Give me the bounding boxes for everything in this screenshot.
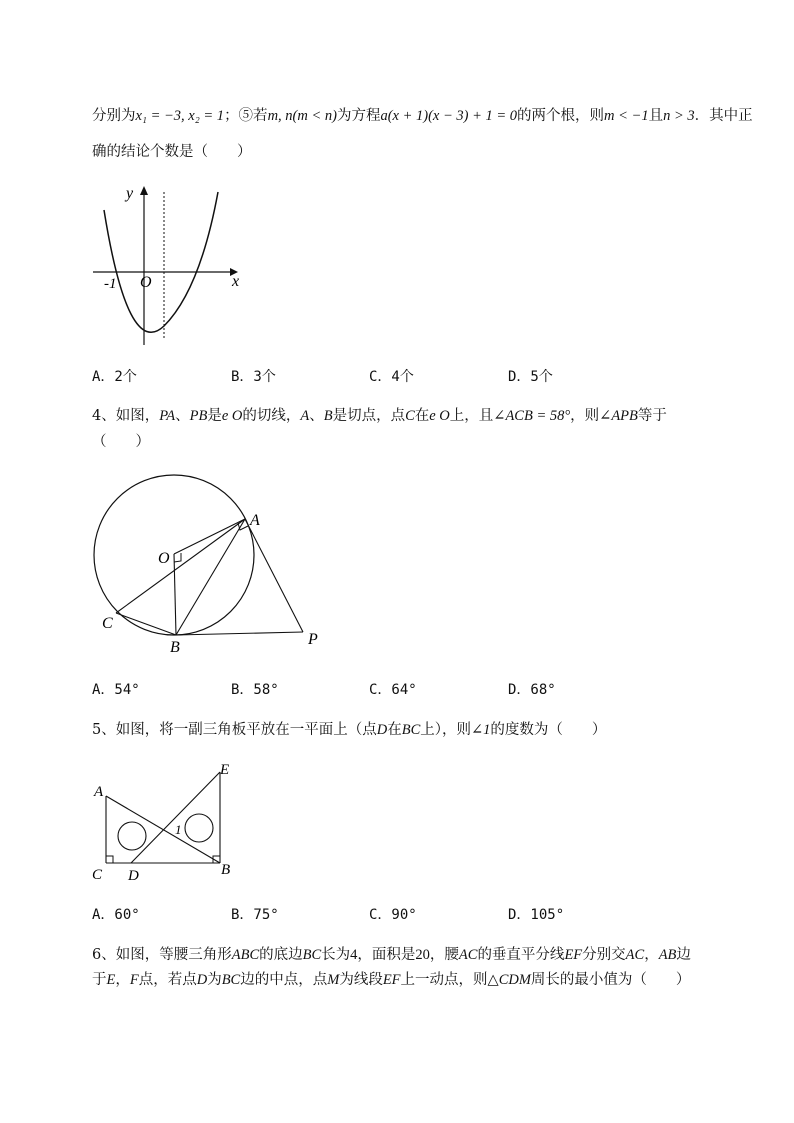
label-neg1: -1 xyxy=(104,276,117,292)
right-angle-mark-a xyxy=(238,523,248,530)
q4-text: 4、如图， xyxy=(92,408,160,424)
q4-math: C xyxy=(405,408,415,424)
q6-text: ， xyxy=(644,947,659,963)
q6-text-line1 xyxy=(92,945,691,965)
q4-circle-tangent-figure xyxy=(88,470,338,670)
parabola-curve xyxy=(104,192,218,332)
q6-math: 4 xyxy=(350,947,358,963)
q6-math: △CDM xyxy=(487,972,531,988)
q4-text: 上，且 xyxy=(449,408,494,424)
q6-text-line2 xyxy=(92,970,690,990)
tangent-pa xyxy=(245,519,303,632)
label-b: B xyxy=(170,639,180,656)
q5-math: D xyxy=(376,722,388,738)
q4-math: PB xyxy=(189,408,208,424)
label-angle-1: 1 xyxy=(175,822,182,837)
q6-text: 的底边 xyxy=(259,947,303,963)
q4-text: 的切线， xyxy=(242,408,301,424)
q3-text-line1 xyxy=(92,106,753,126)
q6-math: AC xyxy=(458,947,478,963)
right-angle-mark-o xyxy=(174,553,181,562)
q4-option-a[interactable]: A．54° xyxy=(92,682,140,698)
y-axis-arrow xyxy=(140,186,148,195)
q4-text: 等于 xyxy=(637,408,667,424)
q6-math: ABC xyxy=(231,947,260,963)
label-p: P xyxy=(308,631,318,648)
q5-math: ∠1 xyxy=(471,722,491,738)
label-y: y xyxy=(126,185,134,202)
q5-option-a[interactable]: A．60° xyxy=(92,907,140,923)
q3-text: ；⑤若 xyxy=(224,108,268,124)
q6-math: F xyxy=(129,972,139,988)
label-origin: O xyxy=(140,274,152,291)
q3-option-a[interactable]: A．2个 xyxy=(92,369,137,385)
q3-text: 且 xyxy=(648,108,664,124)
q3-text: 分别为 xyxy=(92,108,136,124)
label-e: E xyxy=(220,762,230,778)
segment-ca xyxy=(116,519,245,613)
ruler-hole-left xyxy=(118,822,146,850)
q3-math: a(x + 1)(x − 3) + 1 = 0 xyxy=(380,108,518,124)
q5-text-line1 xyxy=(92,720,606,740)
q4-text: 、 xyxy=(175,408,190,424)
label-o: O xyxy=(158,550,170,567)
q6-text: ， xyxy=(115,972,130,988)
q4-option-c[interactable]: C．64° xyxy=(369,682,417,698)
q6-text: 于 xyxy=(92,972,107,988)
q3-parabola-graph xyxy=(88,180,268,350)
q5-math: BC xyxy=(401,722,421,738)
q6-math: E xyxy=(106,972,116,988)
q6-math: EF xyxy=(382,972,401,988)
label-d: D xyxy=(128,868,139,884)
q5-text: 上），则 xyxy=(420,722,471,738)
q3-text: ．其中正 xyxy=(694,108,753,124)
q4-text: 是 xyxy=(207,408,222,424)
q4-math: e O xyxy=(429,408,450,424)
q6-math: D xyxy=(196,972,208,988)
q3-option-b[interactable]: B．3个 xyxy=(231,369,276,385)
q4-math: PA xyxy=(159,408,176,424)
q5-text: 5、如图，将一副三角板平放在一平面上（点 xyxy=(92,722,377,738)
q4-option-d[interactable]: D．68° xyxy=(508,682,556,698)
q3-option-d[interactable]: D．5个 xyxy=(508,369,553,385)
q5-text: 的度数为（ ） xyxy=(490,722,607,738)
q6-text: 的垂直平分线 xyxy=(477,947,565,963)
q6-text: 分别交 xyxy=(582,947,626,963)
q4-math: B xyxy=(323,408,333,424)
segment-ed xyxy=(131,772,220,863)
q3-math: m, n(m < n) xyxy=(267,108,337,124)
q4-text: ，则 xyxy=(570,408,600,424)
q6-text: 长为 xyxy=(321,947,351,963)
q6-math: M xyxy=(327,972,340,988)
label-a: A xyxy=(94,784,104,800)
q4-math: A xyxy=(300,408,310,424)
q6-text: 边的中点，点 xyxy=(240,972,328,988)
q6-math: AB xyxy=(658,947,677,963)
q6-math: EF xyxy=(564,947,583,963)
label-b: B xyxy=(221,862,231,878)
q6-text: 边 xyxy=(676,947,691,963)
q6-text: 为线段 xyxy=(339,972,383,988)
label-c: C xyxy=(92,867,103,883)
q6-text: 6、如图，等腰三角形 xyxy=(92,947,232,963)
segment-ob xyxy=(174,554,176,635)
q6-text: 为 xyxy=(207,972,222,988)
q6-text: 点，若点 xyxy=(138,972,197,988)
q4-text-line2: （ ） xyxy=(92,434,150,450)
q4-text: 在 xyxy=(414,408,430,424)
q3-text: 的两个根，则 xyxy=(517,108,605,124)
q3-text: 为方程 xyxy=(336,108,381,124)
q6-math: BC xyxy=(221,972,241,988)
q4-text: 是切点，点 xyxy=(332,408,406,424)
q4-math: ∠APB xyxy=(599,408,638,424)
q6-text: 周长的最小值为（ ） xyxy=(530,972,691,988)
q3-math: m < −1 xyxy=(604,108,649,124)
q6-text: ，腰 xyxy=(429,947,459,963)
ruler-hole-right xyxy=(185,814,213,842)
q4-math: ∠ACB = 58° xyxy=(493,408,571,424)
q3-math: x₁ = −3, x₂ = 1 xyxy=(135,108,225,124)
q6-text: ，面积是 xyxy=(357,947,416,963)
q6-text: 上一动点，则 xyxy=(400,972,488,988)
segment-cb xyxy=(116,613,176,635)
q4-text: 、 xyxy=(309,408,324,424)
label-a: A xyxy=(250,512,260,529)
q5-triangle-rulers-figure xyxy=(88,755,248,885)
q6-math: 20 xyxy=(415,947,430,963)
q4-option-b[interactable]: B．58° xyxy=(231,682,279,698)
q3-option-c[interactable]: C．4个 xyxy=(369,369,414,385)
q5-option-c[interactable]: C．90° xyxy=(369,907,417,923)
q4-text-line1 xyxy=(92,406,667,426)
q6-math: AC xyxy=(625,947,645,963)
label-x: x xyxy=(232,273,240,290)
q5-option-b[interactable]: B．75° xyxy=(231,907,279,923)
q5-text: 在 xyxy=(387,722,402,738)
q3-math: n > 3 xyxy=(663,108,695,124)
q3-text-line2: 确的结论个数是（ ） xyxy=(92,144,252,160)
q4-math: e O xyxy=(221,408,243,424)
right-angle-mark-c xyxy=(106,856,113,863)
q5-option-d[interactable]: D．105° xyxy=(508,907,565,923)
label-c: C xyxy=(102,615,113,632)
q6-math: BC xyxy=(302,947,322,963)
